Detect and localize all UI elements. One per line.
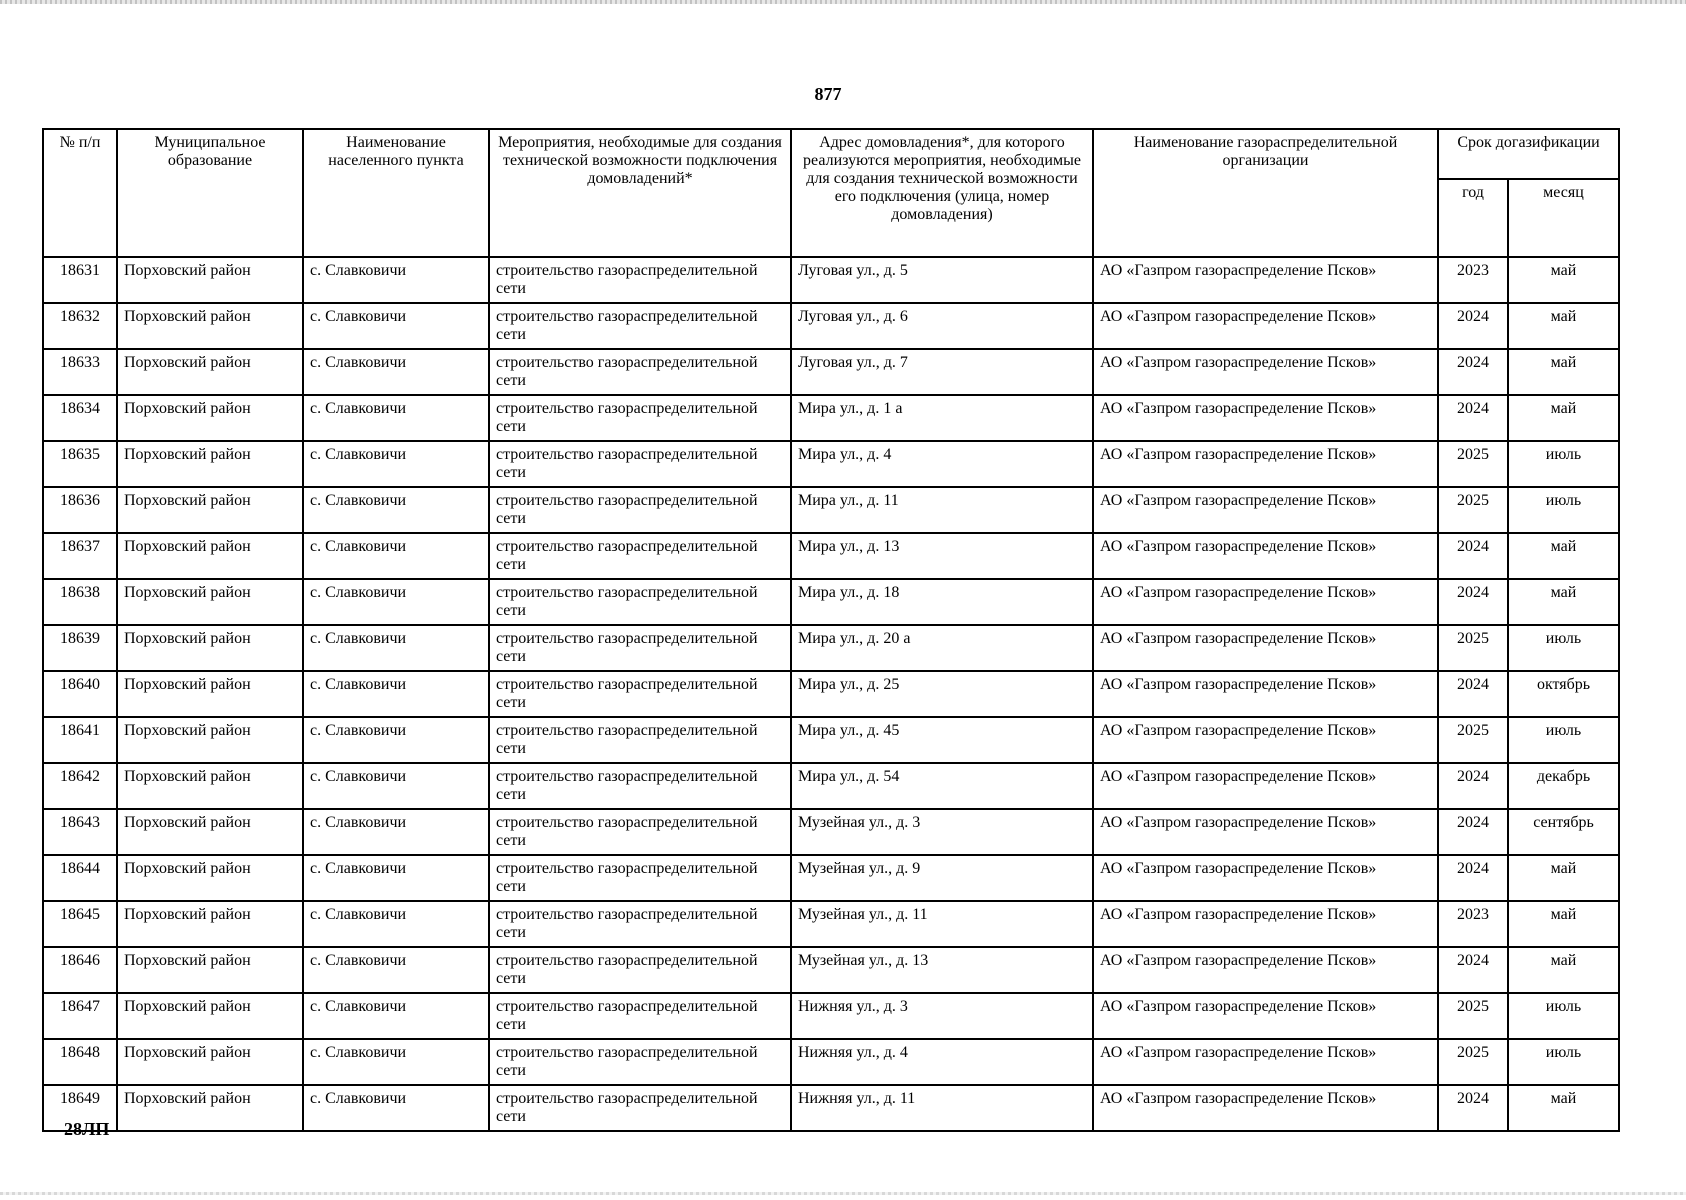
cell-municipality: Порховский район <box>117 441 303 487</box>
cell-municipality: Порховский район <box>117 763 303 809</box>
cell-measures: строительство газораспределительной сети <box>489 947 791 993</box>
table-row <box>43 947 1619 993</box>
cell-measures: строительство газораспределительной сети <box>489 579 791 625</box>
cell-address: Мира ул., д. 25 <box>791 671 1093 717</box>
cell-month: май <box>1508 257 1619 303</box>
cell-measures: строительство газораспределительной сети <box>489 395 791 441</box>
cell-organization: АО «Газпром газораспределение Псков» <box>1093 303 1438 349</box>
cell-organization: АО «Газпром газораспределение Псков» <box>1093 487 1438 533</box>
cell-organization: АО «Газпром газораспределение Псков» <box>1093 349 1438 395</box>
cell-organization: АО «Газпром газораспределение Псков» <box>1093 763 1438 809</box>
cell-year: 2024 <box>1438 579 1508 625</box>
cell-municipality: Порховский район <box>117 487 303 533</box>
cell-address: Мира ул., д. 11 <box>791 487 1093 533</box>
cell-organization: АО «Газпром газораспределение Псков» <box>1093 947 1438 993</box>
cell-measures: строительство газораспределительной сети <box>489 763 791 809</box>
cell-address: Луговая ул., д. 6 <box>791 303 1093 349</box>
table-row <box>43 855 1619 901</box>
cell-year: 2024 <box>1438 947 1508 993</box>
cell-month: май <box>1508 901 1619 947</box>
cell-municipality: Порховский район <box>117 579 303 625</box>
cell-num: 18647 <box>43 993 117 1039</box>
cell-year: 2025 <box>1438 625 1508 671</box>
header-municipality: Муниципальное образование <box>117 129 303 257</box>
table-row <box>43 671 1619 717</box>
table-row <box>43 349 1619 395</box>
cell-month: май <box>1508 395 1619 441</box>
header-measures: Мероприятия, необходимые для создания технической возможности подключения домовладений* <box>489 129 791 257</box>
header-address: Адрес домовладения*, для которого реализуются мероприятия, необходимые для создания технической возможности его подключения (улица, номер домовладения) <box>791 129 1093 257</box>
cell-settlement: с. Славковичи <box>303 901 489 947</box>
cell-settlement: с. Славковичи <box>303 395 489 441</box>
sheet-code: 28ЛП <box>64 1119 110 1139</box>
cell-month: июль <box>1508 625 1619 671</box>
header-term: Срок догазификации <box>1438 129 1619 179</box>
cell-month: май <box>1508 533 1619 579</box>
header-num: № п/п <box>43 129 117 257</box>
cell-year: 2023 <box>1438 901 1508 947</box>
table-row <box>43 763 1619 809</box>
cell-settlement: с. Славковичи <box>303 993 489 1039</box>
scan-edge-bottom <box>0 1192 1686 1195</box>
cell-address: Мира ул., д. 4 <box>791 441 1093 487</box>
cell-year: 2025 <box>1438 993 1508 1039</box>
cell-municipality: Порховский район <box>117 809 303 855</box>
cell-month: май <box>1508 1085 1619 1131</box>
table-row <box>43 487 1619 533</box>
cell-month: май <box>1508 855 1619 901</box>
cell-num: 18649 <box>43 1085 117 1131</box>
cell-address: Музейная ул., д. 11 <box>791 901 1093 947</box>
cell-year: 2024 <box>1438 855 1508 901</box>
cell-settlement: с. Славковичи <box>303 579 489 625</box>
cell-year: 2024 <box>1438 303 1508 349</box>
cell-num: 18635 <box>43 441 117 487</box>
cell-organization: АО «Газпром газораспределение Псков» <box>1093 1085 1438 1131</box>
cell-address: Нижняя ул., д. 4 <box>791 1039 1093 1085</box>
cell-settlement: с. Славковичи <box>303 625 489 671</box>
table-row <box>43 809 1619 855</box>
cell-num: 18637 <box>43 533 117 579</box>
cell-municipality: Порховский район <box>117 533 303 579</box>
cell-month: июль <box>1508 441 1619 487</box>
cell-num: 18632 <box>43 303 117 349</box>
table-row <box>43 901 1619 947</box>
cell-num: 18642 <box>43 763 117 809</box>
header-organization: Наименование газораспределительной организации <box>1093 129 1438 257</box>
cell-year: 2025 <box>1438 717 1508 763</box>
cell-address: Нижняя ул., д. 11 <box>791 1085 1093 1131</box>
cell-settlement: с. Славковичи <box>303 257 489 303</box>
cell-settlement: с. Славковичи <box>303 487 489 533</box>
cell-num: 18636 <box>43 487 117 533</box>
cell-address: Музейная ул., д. 13 <box>791 947 1093 993</box>
cell-month: май <box>1508 349 1619 395</box>
cell-municipality: Порховский район <box>117 1039 303 1085</box>
cell-municipality: Порховский район <box>117 855 303 901</box>
cell-address: Луговая ул., д. 7 <box>791 349 1093 395</box>
table-row <box>43 717 1619 763</box>
cell-settlement: с. Славковичи <box>303 809 489 855</box>
cell-settlement: с. Славковичи <box>303 763 489 809</box>
cell-settlement: с. Славковичи <box>303 441 489 487</box>
cell-num: 18631 <box>43 257 117 303</box>
cell-year: 2025 <box>1438 441 1508 487</box>
gasification-table <box>42 128 1620 1132</box>
page-number: 877 <box>814 84 842 104</box>
cell-settlement: с. Славковичи <box>303 349 489 395</box>
cell-organization: АО «Газпром газораспределение Псков» <box>1093 671 1438 717</box>
cell-num: 18641 <box>43 717 117 763</box>
cell-municipality: Порховский район <box>117 947 303 993</box>
cell-year: 2024 <box>1438 533 1508 579</box>
cell-address: Луговая ул., д. 5 <box>791 257 1093 303</box>
cell-measures: строительство газораспределительной сети <box>489 993 791 1039</box>
header-year: год <box>1438 179 1508 257</box>
cell-organization: АО «Газпром газораспределение Псков» <box>1093 625 1438 671</box>
cell-organization: АО «Газпром газораспределение Псков» <box>1093 257 1438 303</box>
cell-num: 18646 <box>43 947 117 993</box>
cell-month: май <box>1508 947 1619 993</box>
cell-month: июль <box>1508 717 1619 763</box>
cell-measures: строительство газораспределительной сети <box>489 1085 791 1131</box>
cell-num: 18648 <box>43 1039 117 1085</box>
cell-month: июль <box>1508 993 1619 1039</box>
table-body <box>43 257 1619 1131</box>
cell-measures: строительство газораспределительной сети <box>489 1039 791 1085</box>
cell-month: июль <box>1508 487 1619 533</box>
cell-address: Мира ул., д. 45 <box>791 717 1093 763</box>
cell-municipality: Порховский район <box>117 625 303 671</box>
cell-settlement: с. Славковичи <box>303 533 489 579</box>
cell-measures: строительство газораспределительной сети <box>489 809 791 855</box>
cell-address: Мира ул., д. 18 <box>791 579 1093 625</box>
header-settlement: Наименование населенного пункта <box>303 129 489 257</box>
cell-organization: АО «Газпром газораспределение Псков» <box>1093 809 1438 855</box>
cell-num: 18645 <box>43 901 117 947</box>
cell-address: Мира ул., д. 1 а <box>791 395 1093 441</box>
cell-month: май <box>1508 303 1619 349</box>
cell-year: 2024 <box>1438 809 1508 855</box>
cell-municipality: Порховский район <box>117 257 303 303</box>
cell-settlement: с. Славковичи <box>303 717 489 763</box>
cell-municipality: Порховский район <box>117 717 303 763</box>
table-row <box>43 303 1619 349</box>
cell-measures: строительство газораспределительной сети <box>489 625 791 671</box>
cell-year: 2025 <box>1438 1039 1508 1085</box>
scan-edge-top <box>0 0 1686 4</box>
cell-address: Музейная ул., д. 9 <box>791 855 1093 901</box>
cell-year: 2023 <box>1438 257 1508 303</box>
cell-address: Мира ул., д. 20 а <box>791 625 1093 671</box>
cell-measures: строительство газораспределительной сети <box>489 671 791 717</box>
cell-measures: строительство газораспределительной сети <box>489 487 791 533</box>
cell-organization: АО «Газпром газораспределение Псков» <box>1093 901 1438 947</box>
table-row <box>43 257 1619 303</box>
cell-address: Музейная ул., д. 3 <box>791 809 1093 855</box>
cell-year: 2024 <box>1438 1085 1508 1131</box>
cell-month: декабрь <box>1508 763 1619 809</box>
table-row <box>43 1039 1619 1085</box>
cell-settlement: с. Славковичи <box>303 303 489 349</box>
cell-measures: строительство газораспределительной сети <box>489 901 791 947</box>
cell-measures: строительство газораспределительной сети <box>489 855 791 901</box>
table-row <box>43 395 1619 441</box>
cell-organization: АО «Газпром газораспределение Псков» <box>1093 533 1438 579</box>
table-row <box>43 1085 1619 1131</box>
cell-num: 18639 <box>43 625 117 671</box>
cell-measures: строительство газораспределительной сети <box>489 257 791 303</box>
cell-organization: АО «Газпром газораспределение Псков» <box>1093 441 1438 487</box>
cell-num: 18644 <box>43 855 117 901</box>
cell-organization: АО «Газпром газораспределение Псков» <box>1093 1039 1438 1085</box>
cell-settlement: с. Славковичи <box>303 1085 489 1131</box>
cell-settlement: с. Славковичи <box>303 1039 489 1085</box>
cell-num: 18643 <box>43 809 117 855</box>
cell-measures: строительство газораспределительной сети <box>489 717 791 763</box>
table-row <box>43 625 1619 671</box>
cell-num: 18633 <box>43 349 117 395</box>
cell-year: 2025 <box>1438 487 1508 533</box>
cell-settlement: с. Славковичи <box>303 855 489 901</box>
cell-organization: АО «Газпром газораспределение Псков» <box>1093 579 1438 625</box>
cell-month: июль <box>1508 1039 1619 1085</box>
cell-year: 2024 <box>1438 763 1508 809</box>
table-container <box>42 128 1620 1132</box>
table-row <box>43 533 1619 579</box>
cell-month: октябрь <box>1508 671 1619 717</box>
cell-num: 18638 <box>43 579 117 625</box>
cell-municipality: Порховский район <box>117 993 303 1039</box>
cell-settlement: с. Славковичи <box>303 671 489 717</box>
cell-year: 2024 <box>1438 395 1508 441</box>
cell-municipality: Порховский район <box>117 349 303 395</box>
table-row <box>43 441 1619 487</box>
cell-address: Мира ул., д. 54 <box>791 763 1093 809</box>
table-header <box>43 129 1619 257</box>
cell-measures: строительство газораспределительной сети <box>489 441 791 487</box>
cell-month: сентябрь <box>1508 809 1619 855</box>
cell-organization: АО «Газпром газораспределение Псков» <box>1093 395 1438 441</box>
cell-municipality: Порховский район <box>117 1085 303 1131</box>
cell-address: Нижняя ул., д. 3 <box>791 993 1093 1039</box>
cell-organization: АО «Газпром газораспределение Псков» <box>1093 993 1438 1039</box>
cell-organization: АО «Газпром газораспределение Псков» <box>1093 717 1438 763</box>
header-month: месяц <box>1508 179 1619 257</box>
cell-municipality: Порховский район <box>117 395 303 441</box>
table-row <box>43 579 1619 625</box>
cell-municipality: Порховский район <box>117 303 303 349</box>
cell-municipality: Порховский район <box>117 671 303 717</box>
cell-measures: строительство газораспределительной сети <box>489 349 791 395</box>
cell-organization: АО «Газпром газораспределение Псков» <box>1093 855 1438 901</box>
cell-measures: строительство газораспределительной сети <box>489 303 791 349</box>
cell-year: 2024 <box>1438 349 1508 395</box>
cell-year: 2024 <box>1438 671 1508 717</box>
cell-settlement: с. Славковичи <box>303 947 489 993</box>
cell-num: 18640 <box>43 671 117 717</box>
table-row <box>43 993 1619 1039</box>
cell-num: 18634 <box>43 395 117 441</box>
cell-address: Мира ул., д. 13 <box>791 533 1093 579</box>
cell-municipality: Порховский район <box>117 901 303 947</box>
cell-month: май <box>1508 579 1619 625</box>
cell-measures: строительство газораспределительной сети <box>489 533 791 579</box>
